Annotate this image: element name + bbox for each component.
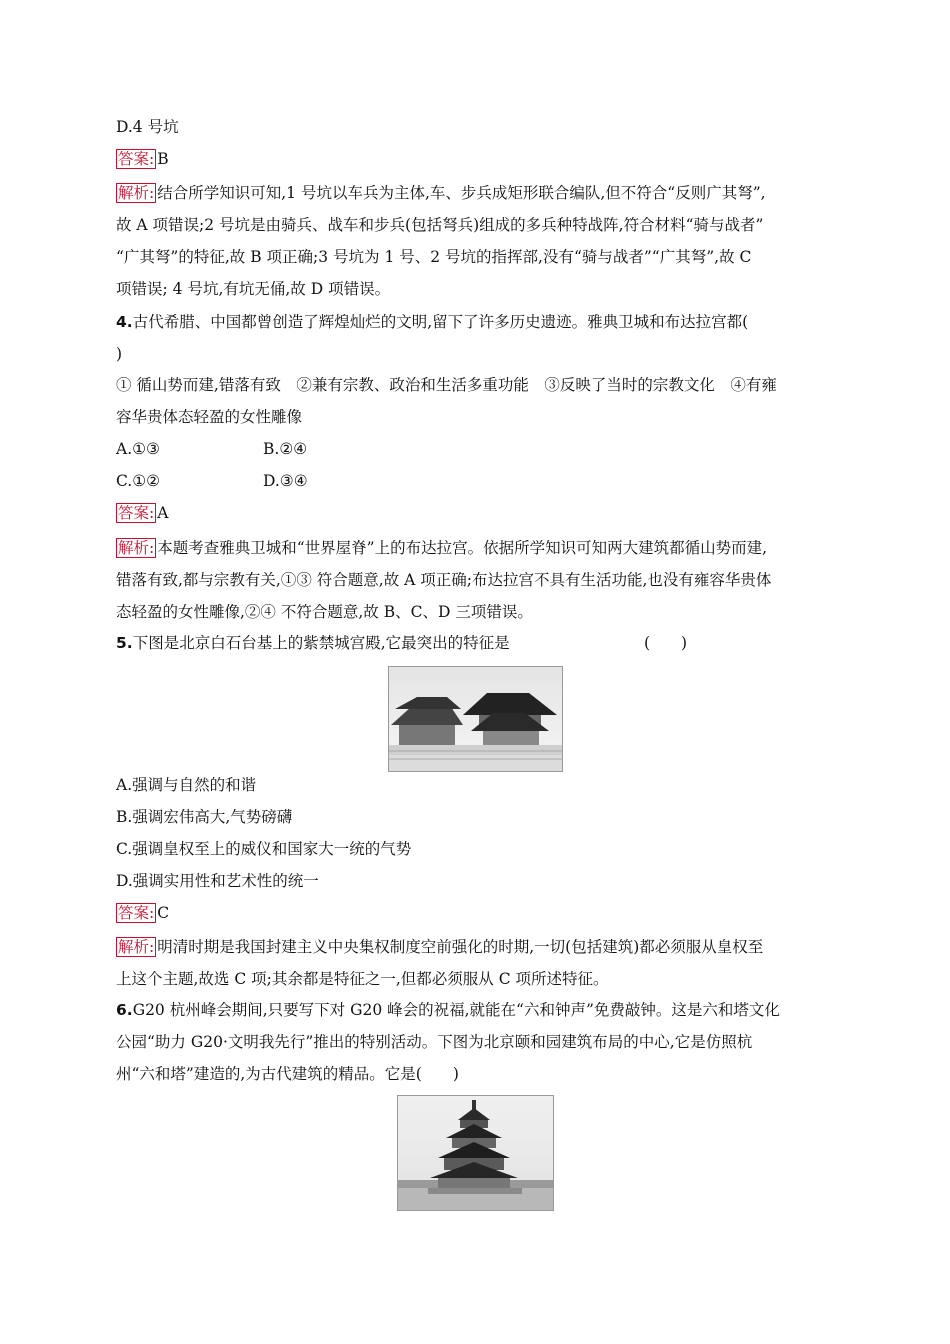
q5-option-d: D.强调实用性和艺术性的统一 <box>116 872 319 890</box>
q6-stem-cont: 州“六和塔”建造的,为古代建筑的精品。它是( ) <box>116 1065 459 1083</box>
forbidden-city-photo <box>388 666 563 772</box>
foxiang-pavilion-photo <box>397 1095 554 1211</box>
question-number: 5. <box>116 634 133 652</box>
q6-stem-cont: 公园“助力 G20·文明我先行”推出的特别活动。下图为北京颐和园建筑布局的中心,它是仿照杭 <box>116 1033 753 1051</box>
q5-option-b: B.强调宏伟高大,气势磅礴 <box>116 808 293 826</box>
q4-analysis-line <box>116 537 846 559</box>
q5-option-c: C.强调皇权至上的威仪和国家大一统的气势 <box>116 840 412 858</box>
answer-bracket: ( ) <box>644 634 688 652</box>
answer-value: C <box>157 904 170 922</box>
q4-analysis-line: 错落有致,都与宗教有关,①③ 符合题意,故 A 项正确;布达拉宫不具有生活功能,也没有雍容华贵体 <box>116 571 772 589</box>
question-text: G20 杭州峰会期间,只要写下对 G20 峰会的祝福,就能在“六和钟声”免费敲钟。这是六和塔文化 <box>132 1001 780 1019</box>
q4-statements: ① 循山势而建,错落有致 ②兼有宗教、政治和生活多重功能 ③反映了当时的宗教文化 ④有雍 <box>116 376 777 394</box>
q4-stem-cont: ) <box>116 345 123 363</box>
q4-answer <box>116 502 846 524</box>
q6-stem <box>116 999 846 1021</box>
analysis-label: 解析: <box>118 184 155 202</box>
option-c: C.①② <box>116 472 161 490</box>
analysis-label: 解析: <box>118 938 155 956</box>
question-number: 6. <box>116 1001 133 1019</box>
q5-analysis-line: 上这个主题,故选 C 项;其余都是特征之一,但都必须服从 C 项所述特征。 <box>116 970 609 988</box>
q3-answer <box>116 148 846 170</box>
q5-answer <box>116 902 846 924</box>
q3-option-d: D.4 号坑 <box>116 118 179 136</box>
option-b: B.②④ <box>263 440 308 458</box>
q4-statements: 容华贵体态轻盈的女性雕像 <box>116 408 303 426</box>
analysis-label: 解析: <box>118 539 155 557</box>
q5-analysis-line <box>116 936 846 958</box>
question-text: 下图是北京白石台基上的紫禁城宫殿,它最突出的特征是 <box>132 634 510 652</box>
q5-option-a: A.强调与自然的和谐 <box>116 776 257 794</box>
q5-stem <box>116 632 846 654</box>
answer-label: 答案: <box>118 150 155 168</box>
question-text: 古代希腊、中国都曾创造了辉煌灿烂的文明,留下了许多历史遗迹。雅典卫城和布达拉宫都( <box>132 313 749 331</box>
question-number: 4. <box>116 313 133 331</box>
q3-analysis-line: 项错误; 4 号坑,有坑无俑,故 D 项错误。 <box>116 280 391 298</box>
answer-label: 答案: <box>118 504 155 522</box>
q4-stem <box>116 311 846 333</box>
q3-analysis-line <box>116 182 846 204</box>
answer-value: B <box>157 150 169 168</box>
q4-analysis-line: 态轻盈的女性雕像,②④ 不符合题意,故 B、C、D 三项错误。 <box>116 603 533 621</box>
analysis-text: 明清时期是我国封建主义中央集权制度空前强化的时期,一切(包括建筑)都必须服从皇权至 <box>157 938 764 956</box>
option-a: A.①③ <box>116 440 160 458</box>
q3-analysis-line: 故 A 项错误;2 号坑是由骑兵、战车和步兵(包括弩兵)组成的多兵种特战阵,符合材料“骑与战者” <box>116 216 764 234</box>
q3-analysis-line: “广其弩”的特征,故 B 项正确;3 号坑为 1 号、2 号坑的指挥部,没有“骑与战者”“广其弩”,故 C <box>116 248 752 266</box>
analysis-text: 结合所学知识可知,1 号坑以车兵为主体,车、步兵成矩形联合编队,但不符合“反则广其弩”, <box>157 184 766 202</box>
answer-value: A <box>157 504 169 522</box>
option-d: D.③④ <box>263 472 308 490</box>
analysis-text: 本题考查雅典卫城和“世界屋脊”上的布达拉宫。依据所学知识可知两大建筑都循山势而建, <box>157 539 768 557</box>
answer-label: 答案: <box>118 904 155 922</box>
